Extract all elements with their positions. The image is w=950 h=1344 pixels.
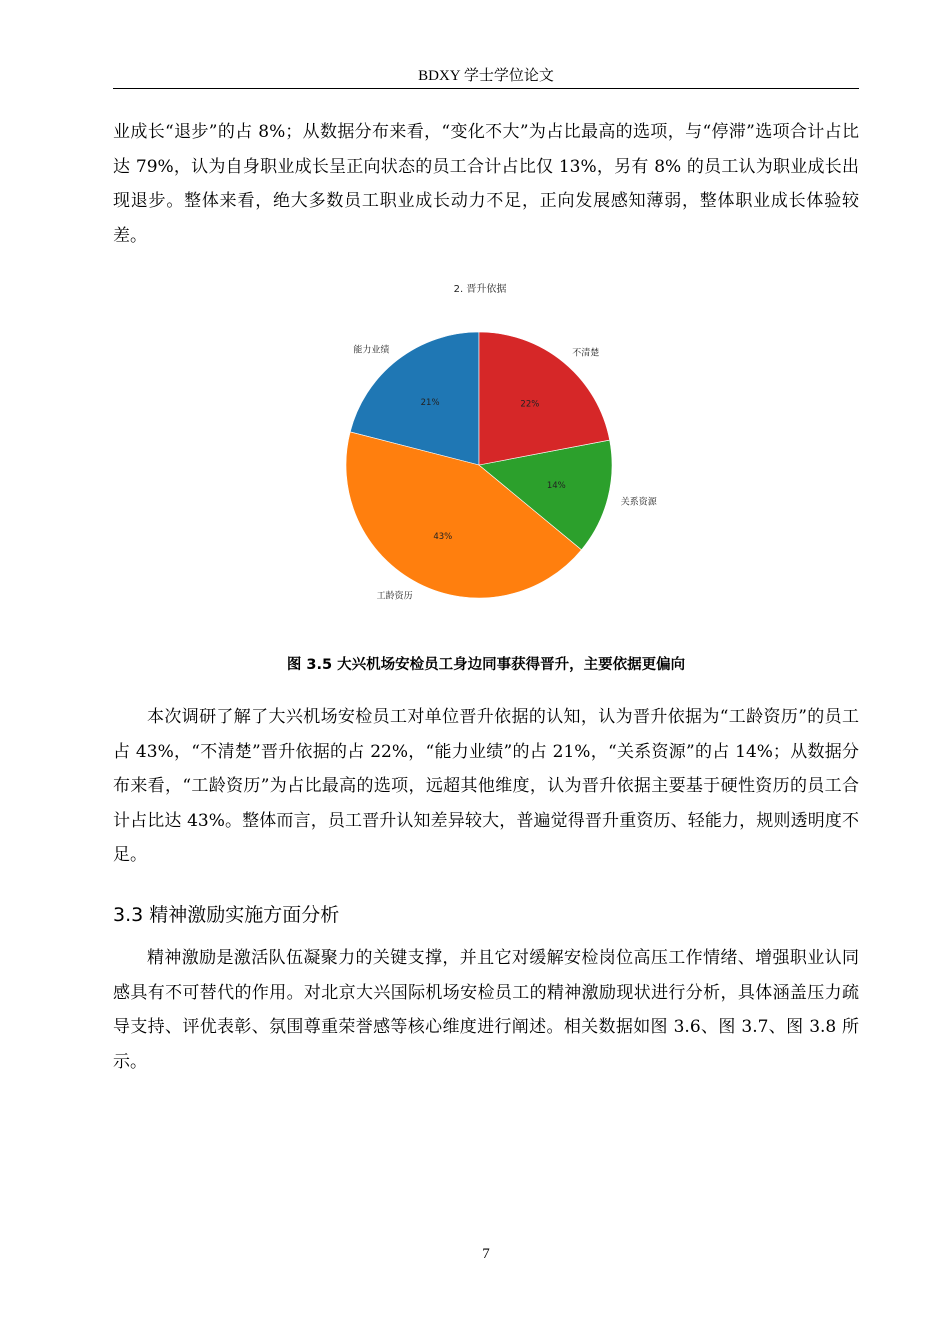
slice-pct-label: 43% <box>433 532 453 543</box>
paragraph-promotion-basis: 本次调研了解了大兴机场安检员工对单位晋升依据的认知，认为晋升依据为“工龄资历”的员工占 43%，“不清楚”晋升依据的占 22%，“能力业绩”的占 21%，“关系资源”的占 14%；从数据分布来看，“工龄资历”为占比最高的选项，远超其他维度，认为晋升依据主要基于硬性资历的员工合计占比达 43%。整体而言，员工晋升认知差异较大，普遍觉得晋升重资历、轻能力，规则透明度不足。 <box>113 707 859 865</box>
chart-title: 2. 晋升依据 <box>453 284 507 295</box>
section-heading: 3.3 精神激励实施方面分析 <box>113 904 340 926</box>
paragraph-career-growth: 业成长“退步”的占 8%；从数据分布来看，“变化不大”为占比最高的选项，与“停滞”选项合计占比达 79%，认为自身职业成长呈正向状态的员工合计占比仅 13%，另有 8% 的员工认为职业成长出现退步。整体来看，绝大多数员工职业成长动力不足，正向发展感知薄弱，整体职业成长体验较差。 <box>113 122 859 246</box>
slice-pct-label: 21% <box>420 397 440 408</box>
slice-category-label: 关系资源 <box>620 497 657 508</box>
slice-pct-label: 14% <box>546 480 566 491</box>
figure-pie-chart <box>300 272 700 612</box>
promotion-basis-pie <box>300 272 700 612</box>
header-rule <box>113 88 859 89</box>
slice-category-label: 不清楚 <box>572 348 600 359</box>
slice-category-label: 能力业绩 <box>353 345 390 356</box>
figure-caption: 图 3.5 大兴机场安检员工身边同事获得晋升，主要依据更偏向 <box>286 657 686 673</box>
page-header: BDXY 学士学位论文 <box>418 68 554 84</box>
paragraph-spiritual-incentive: 精神激励是激活队伍凝聚力的关键支撑，并且它对缓解安检岗位高压工作情绪、增强职业认同感具有不可替代的作用。对北京大兴国际机场安检员工的精神激励现状进行分析，具体涵盖压力疏导支持、评优表彰、氛围尊重荣誉感等核心维度进行阐述。相关数据如图 3.6、图 3.7、图 3.8 所示。 <box>113 948 859 1072</box>
slice-pct-label: 22% <box>520 399 540 410</box>
slice-category-label: 工龄资历 <box>376 591 413 602</box>
page-number: 7 <box>482 1246 490 1262</box>
